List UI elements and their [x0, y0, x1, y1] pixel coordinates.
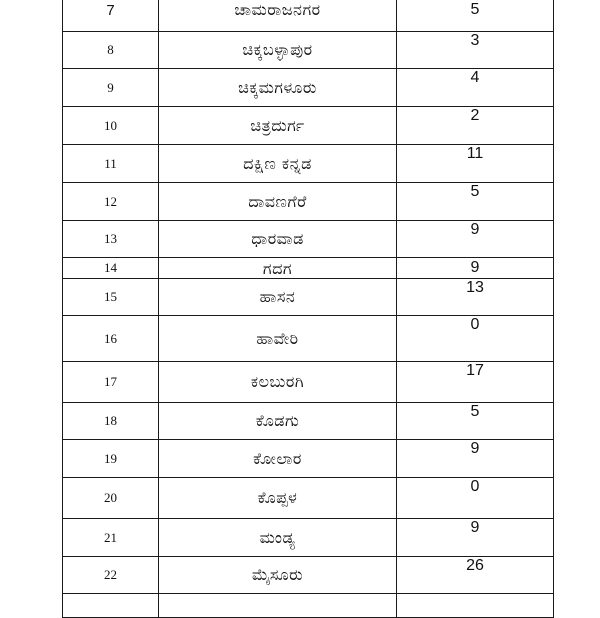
- serial-number-cell: 15: [63, 279, 159, 316]
- table-row: [63, 478, 554, 519]
- table-row: [63, 557, 554, 594]
- district-name-cell: ದಕ್ಷಿಣ ಕನ್ನಡ: [159, 145, 397, 183]
- count-cell: 9: [397, 258, 554, 279]
- district-count-table: [62, 0, 554, 618]
- table-row: [63, 69, 554, 107]
- district-name-cell: ಮಂಡ್ಯ: [159, 519, 397, 557]
- district-name-cell: ಚಾಮರಾಜನಗರ: [159, 0, 397, 32]
- serial-number-cell: 11: [63, 145, 159, 183]
- count-cell: 3: [397, 32, 554, 69]
- count-cell: 2: [397, 107, 554, 145]
- district-name-cell: ಕಲಬುರಗಿ: [159, 362, 397, 403]
- table-row: [63, 145, 554, 183]
- serial-number-cell: 13: [63, 221, 159, 258]
- count-cell: 5: [397, 0, 554, 32]
- district-name-cell: ಕೋಲಾರ: [159, 440, 397, 478]
- district-name-cell: ಹಾಸನ: [159, 279, 397, 316]
- serial-number-cell: 8: [63, 32, 159, 69]
- serial-number-cell: 7: [63, 0, 159, 32]
- serial-number-cell: 10: [63, 107, 159, 145]
- district-name-cell: ಧಾರವಾಡ: [159, 221, 397, 258]
- serial-number-cell: 17: [63, 362, 159, 403]
- count-cell: 17: [397, 362, 554, 403]
- district-name-cell: ಕೊಪ್ಪಳ: [159, 478, 397, 519]
- district-name-cell: ದಾವಣಗೆರೆ: [159, 183, 397, 221]
- count-cell: 13: [397, 279, 554, 316]
- table-row: [63, 258, 554, 279]
- table-row: [63, 107, 554, 145]
- count-cell: 0: [397, 478, 554, 519]
- table-row: [63, 440, 554, 478]
- count-cell: 5: [397, 183, 554, 221]
- table-row: [63, 221, 554, 258]
- serial-number-cell: 14: [63, 258, 159, 279]
- count-cell: 9: [397, 221, 554, 258]
- table-row: [63, 403, 554, 440]
- table-row: [63, 362, 554, 403]
- count-cell: 11: [397, 145, 554, 183]
- table-row: [63, 32, 554, 69]
- count-cell: 0: [397, 316, 554, 362]
- district-name-cell: ಗದಗ: [159, 258, 397, 279]
- district-name-cell: ಚಿತ್ರದುರ್ಗ: [159, 107, 397, 145]
- count-cell: 5: [397, 403, 554, 440]
- district-name-cell: ಮೈಸೂರು: [159, 557, 397, 594]
- table-row: [63, 316, 554, 362]
- empty-cell: [397, 594, 554, 618]
- table-row: [63, 279, 554, 316]
- district-name-cell: ಕೊಡಗು: [159, 403, 397, 440]
- serial-number-cell: 9: [63, 69, 159, 107]
- table-row: [63, 183, 554, 221]
- serial-number-cell: 16: [63, 316, 159, 362]
- serial-number-cell: 12: [63, 183, 159, 221]
- serial-number-cell: 20: [63, 478, 159, 519]
- count-cell: 26: [397, 557, 554, 594]
- district-name-cell: ಹಾವೇರಿ: [159, 316, 397, 362]
- serial-number-cell: 18: [63, 403, 159, 440]
- district-name-cell: ಚಿಕ್ಕಮಗಳೂರು: [159, 69, 397, 107]
- serial-number-cell: 22: [63, 557, 159, 594]
- district-name-cell: ಚಿಕ್ಕಬಳ್ಳಾಪುರ: [159, 32, 397, 69]
- table-row-partial: [63, 594, 554, 618]
- serial-number-cell: 19: [63, 440, 159, 478]
- count-cell: 9: [397, 440, 554, 478]
- empty-cell: [63, 594, 159, 618]
- empty-cell: [159, 594, 397, 618]
- count-cell: 9: [397, 519, 554, 557]
- table-row: [63, 519, 554, 557]
- count-cell: 4: [397, 69, 554, 107]
- serial-number-cell: 21: [63, 519, 159, 557]
- table-row: [63, 0, 554, 32]
